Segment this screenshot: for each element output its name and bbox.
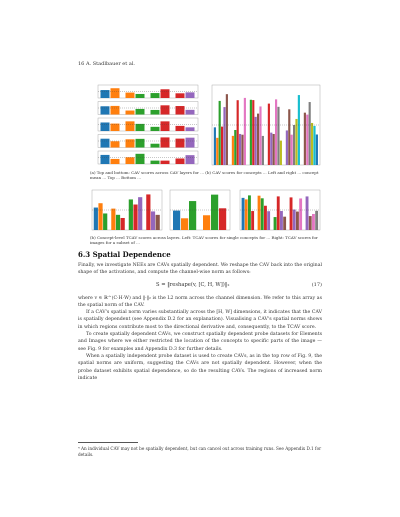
left-subplot-4-bar: [126, 157, 135, 164]
right-subplot-bar: [250, 100, 252, 165]
left-subplot-2-bar: [136, 124, 145, 131]
left-subplot-2-bar: [151, 127, 160, 131]
bottom-right-bar: [293, 210, 296, 230]
page-header: 16 A. Stadlbauer et al.: [78, 61, 136, 67]
left-subplot-2-bar: [161, 121, 170, 131]
figure-bottom-panels: [90, 188, 322, 234]
left-subplot-1-bar: [186, 110, 195, 115]
paragraph-probe-datasets: To create spatially dependent CAVs, we construct spatially dependent probe datasets for Elements and Images where we either restricted the location of the concepts to specific parts of the image — see Fig. 9 for examples and Appendix D.3 for further details.: [78, 332, 322, 352]
left-subplot-2-bar: [176, 126, 185, 131]
right-panel-chart: [212, 85, 320, 165]
bottom-right-bar: [309, 216, 312, 230]
right-subplot-bar: [239, 134, 241, 165]
bottom-right-bar: [283, 217, 286, 230]
figure-caption-a: (a) Top and bottom: CAV scores across CAV layers for ... (b) CAV scores for concepts ... Left and right ... concept mean ... Top ... Bottom ...: [90, 170, 319, 181]
paragraph-results: When a spatially independent probe dataset is used to create CAVs, as in the top row of Fig. 9, the spatial norms are uniform, suggesting the CAVs are not spatially dependent. However, when the probe dataset exhibits spatial dependence, so do the resulting CAVs. The regions of increased norm indicate: [78, 353, 322, 381]
bottom-right-bar: [245, 199, 248, 230]
left-subplot-2-bar: [126, 121, 135, 131]
left-subplot-4-bar: [136, 154, 145, 164]
bottom-right-bar: [248, 195, 251, 230]
right-subplot-bar: [232, 136, 234, 165]
left-subplot-4-bar: [176, 158, 185, 164]
bottom-left-bar: [156, 215, 160, 230]
right-subplot-bar: [275, 99, 277, 165]
left-subplot-3-bar: [111, 141, 120, 147]
right-subplot-bar: [273, 134, 275, 165]
figure-caption-b: (b) Concept-level TCAV scores across layers. Left: TCAV scores for single concepts for ... Right: TCAV scores for images for a subset of ...: [90, 235, 318, 246]
bottom-left-bar: [138, 197, 142, 230]
left-subplot-1-bar: [101, 106, 110, 114]
left-subplot-1-bar: [176, 106, 185, 114]
right-subplot-bar: [277, 107, 279, 165]
right-subplot-bar: [216, 138, 218, 165]
left-subplot-3-bar: [151, 144, 160, 148]
bottom-right-bar: [242, 198, 245, 230]
right-subplot-bar: [268, 104, 270, 165]
left-subplot-2-bar: [186, 127, 195, 131]
right-subplot-bar: [288, 109, 290, 165]
right-subplot-bar: [237, 100, 239, 165]
right-subplot-bar: [270, 133, 272, 165]
left-subplot-4-bar: [186, 155, 195, 164]
bottom-right-bar: [280, 211, 283, 230]
left-subplot-1-bar: [111, 106, 120, 115]
left-subplot-3-bar: [101, 139, 110, 148]
equation: S = ‖reshape(v, [C, H, W])‖₂: [156, 281, 230, 288]
right-subplot-bar: [252, 100, 254, 165]
right-subplot-bar: [313, 126, 315, 165]
left-subplot-4-bar: [151, 161, 160, 164]
left-subplot-1-bar: [126, 111, 135, 115]
bottom-middle-bar: [181, 218, 188, 230]
equation-row: [78, 279, 322, 293]
bottom-right-bar: [296, 212, 299, 230]
bottom-right-chart: [240, 190, 320, 230]
left-subplot-3-bar: [176, 139, 185, 148]
right-subplot-bar: [311, 123, 313, 165]
bottom-right-bar: [306, 196, 309, 230]
left-subplot-1-bar: [161, 105, 170, 114]
left-subplot-0-bar: [161, 89, 170, 98]
bottom-right-bar: [274, 217, 277, 230]
figure-top-panels: [90, 83, 322, 169]
bottom-right-bar: [312, 214, 315, 230]
left-subplot-3-bar: [126, 139, 135, 147]
bottom-left-bar: [129, 199, 133, 230]
right-subplot-bar: [241, 135, 243, 165]
right-subplot-bar: [306, 115, 308, 165]
right-subplot-bar: [291, 135, 293, 165]
bottom-right-bar: [258, 196, 261, 230]
right-subplot-bar: [255, 117, 257, 165]
section-body: [78, 262, 322, 382]
bottom-right-bar: [290, 197, 293, 230]
bottom-middle-bar: [189, 201, 196, 230]
bottom-left-bar: [121, 218, 125, 230]
left-subplot-4-bar: [111, 159, 120, 164]
bottom-right-bar: [261, 198, 264, 230]
right-subplot-bar: [298, 95, 300, 165]
bottom-middle-chart: [170, 190, 230, 230]
left-subplot-4-bar: [101, 155, 110, 164]
right-subplot-bar: [304, 113, 306, 165]
right-subplot-bar: [259, 106, 261, 165]
left-panel-stack: [98, 85, 198, 164]
bottom-right-bar: [277, 196, 280, 230]
left-subplot-0-bar: [151, 93, 160, 98]
left-subplot-4-bar: [161, 161, 170, 164]
bottom-left-chart: [92, 190, 162, 230]
right-subplot-bar: [262, 136, 264, 165]
bottom-left-bar: [103, 213, 107, 230]
bottom-middle-bar: [203, 215, 210, 230]
bottom-left-bar: [133, 205, 137, 230]
bottom-left-bar: [151, 211, 155, 230]
bottom-right-bar: [251, 211, 254, 230]
right-subplot-bar: [226, 94, 228, 165]
right-subplot-bar: [219, 101, 221, 165]
left-subplot-3-bar: [186, 138, 195, 148]
left-subplot-3-bar: [136, 139, 145, 148]
right-subplot-bar: [309, 102, 311, 165]
footnote-rule: [78, 442, 138, 443]
section-title: 6.3 Spatial Dependence: [78, 250, 171, 259]
bottom-right-bar: [264, 206, 267, 230]
bottom-left-bar: [94, 208, 98, 230]
left-subplot-0-bar: [126, 93, 135, 98]
left-subplot-0-bar: [186, 92, 195, 98]
left-subplot-1-bar: [136, 109, 145, 115]
bottom-right-bar: [267, 211, 270, 230]
paragraph-intro: Finally, we investigate NEEs are CAVs spatially dependent. We reshape the CAV back into the original shape of the activations, and compute the channel-wise norm as follows:: [78, 263, 322, 276]
bottom-left-bar: [146, 194, 150, 230]
right-subplot-bar: [223, 107, 225, 165]
bottom-middle-bar: [219, 208, 226, 230]
left-subplot-3-bar: [161, 137, 170, 147]
right-subplot-bar: [295, 119, 297, 165]
left-subplot-2-bar: [101, 122, 110, 131]
right-subplot-bar: [280, 141, 282, 165]
right-subplot-bar: [234, 130, 236, 165]
right-subplot-bar: [221, 127, 223, 165]
bottom-right-bar: [299, 198, 302, 230]
equation-number: (17): [311, 281, 322, 288]
left-subplot-0-bar: [136, 94, 145, 98]
left-subplot-2-bar: [111, 124, 120, 131]
paragraph-spatial-norm: If a CAV's spatial norm varies substantially across the [H, W] dimensions, it indicates that the CAV is spatially dependent (see Appendix D.2 for an explanation). Visualising a CAV's spatial norms shows in which regions contribute most to the directional derivative and, consequently, to the TCAV score.: [78, 310, 322, 330]
bottom-right-bar: [315, 211, 318, 230]
bottom-left-bar: [98, 203, 102, 230]
right-subplot-bar: [286, 130, 288, 165]
left-subplot-0-bar: [176, 93, 185, 98]
right-subplot-bar: [316, 134, 318, 165]
footnote: ⁴ An individual CAV may not be spatially dependent, but can cancel out across training runs. See Appendix D.1 for details.: [78, 446, 322, 457]
right-subplot-bar: [244, 98, 246, 165]
bottom-middle-bar: [173, 211, 180, 230]
bottom-middle-bar: [211, 195, 218, 230]
bottom-left-bar: [116, 215, 120, 230]
right-subplot-bar: [214, 127, 216, 165]
bottom-left-bar: [111, 209, 115, 230]
left-subplot-0-bar: [111, 88, 120, 98]
paragraph-definition: where v ∈ ℝ^(C·H·W) and ‖·‖₂ is the L2 norm across the channel dimension. We refer to this array as the spatial norm of the CAV.: [78, 295, 322, 308]
left-subplot-0-bar: [101, 90, 110, 98]
left-subplot-1-bar: [151, 110, 160, 115]
right-subplot-bar: [293, 125, 295, 165]
right-subplot-bar: [257, 114, 259, 165]
